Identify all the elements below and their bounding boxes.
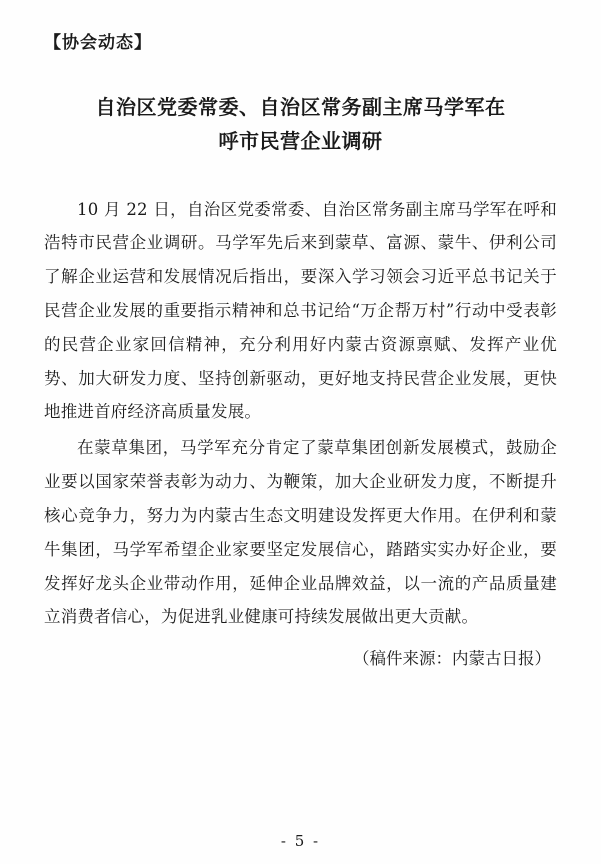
body-paragraph: 10 月 22 日，自治区党委常委、自治区常务副主席马学军在呼和浩特市民营企业调研。马学军先后来到蒙草、富源、蒙牛、伊利公司了解企业运营和发展情况后指出，要深入学习领会习近平总书记关于民营企业发展的重要指示精神和总书记给“万企帮万村”行动中受表彰的民营企业家回信精神，充分利用好内蒙古资源禀赋、发挥产业优势、加大研发力度、坚持创新驱动，更好地支持民营企业发展，更快地推进首府经济高质量发展。 <box>44 199 557 422</box>
page-title-line-1: 自治区党委常委、自治区常务副主席马学军在 <box>95 94 506 119</box>
document-body <box>44 193 557 676</box>
section-tag: 【协会动态】 <box>44 33 152 53</box>
page-title-line-2: 呼市民营企业调研 <box>218 129 383 154</box>
source-attribution: （稿件来源：内蒙古日报） <box>353 649 551 669</box>
page-number: - 5 - <box>280 832 321 850</box>
page-title <box>65 90 537 159</box>
body-paragraph: 在蒙草集团，马学军充分肯定了蒙草集团创新发展模式，鼓励企业要以国家荣誉表彰为动力、为鞭策，加大企业研发力度，不断提升核心竞争力，努力为内蒙古生态文明建设发挥更大作用。在伊利和蒙牛集团，马学军希望企业家要坚定发展信心，踏踏实实办好企业，要发挥好龙头企业带动作用，延伸企业品牌效益，以一流的产品质量建立消费者信心，为促进乳业健康可持续发展做出更大贡献。 <box>44 438 557 627</box>
